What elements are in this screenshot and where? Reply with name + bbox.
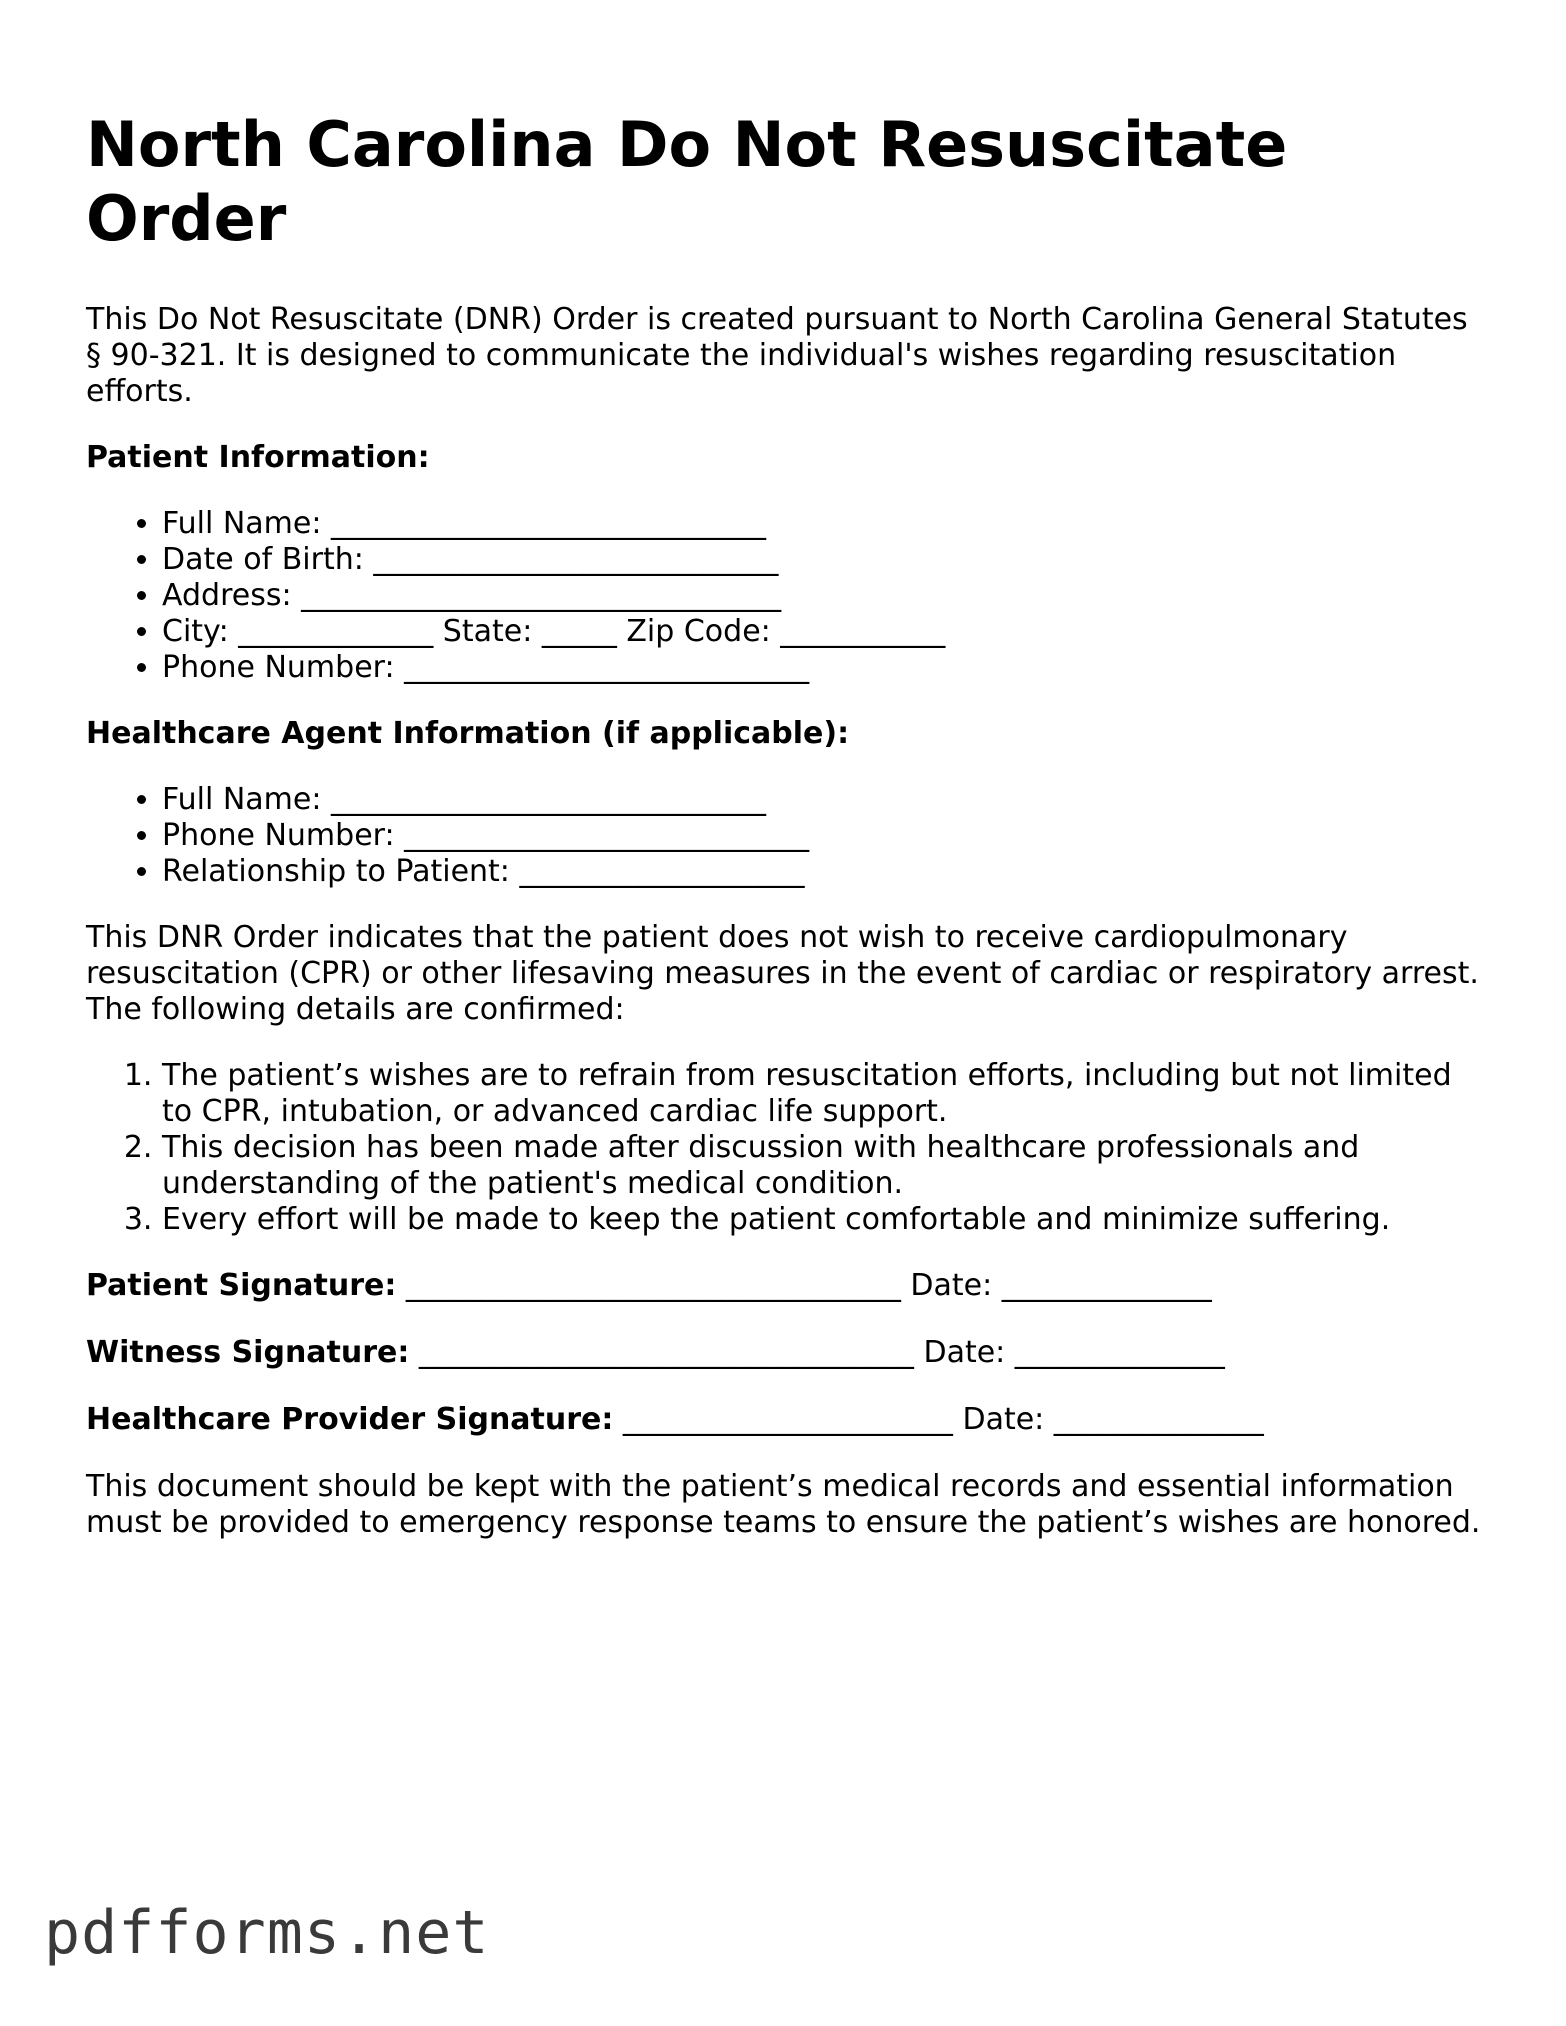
patient-address-field: • Address: ________________________________ (162, 578, 1486, 614)
document-page (86, 108, 1486, 1571)
provider-signature-line (86, 1402, 1486, 1438)
agent-relationship-field: • Relationship to Patient: ___________________ (162, 854, 1486, 890)
patient-phone-field: • Phone Number: ___________________________ (162, 650, 1486, 686)
watermark-logo: pdfforms.net (44, 1898, 490, 1968)
witness-signature-line (86, 1335, 1486, 1371)
patient-signature-label: Patient Signature: (86, 1268, 397, 1303)
patient-dob-field: • Date of Birth: ___________________________ (162, 542, 1486, 578)
agent-info-heading: Healthcare Agent Information (if applicable): (86, 716, 850, 751)
agent-phone-field: • Phone Number: ___________________________ (162, 818, 1486, 854)
provider-signature-label: Healthcare Provider Signature: (86, 1402, 614, 1437)
confirmation-item: 1. The patient’s wishes are to refrain from resuscitation efforts, including but not limited to CPR, intubation, or advanced cardiac life support. (162, 1058, 1486, 1130)
statement-paragraph: This DNR Order indicates that the patient does not wish to receive cardiopulmonary resuscitation (CPR) or other lifesaving measures in the event of cardiac or respiratory arrest. The following details are confirmed: (86, 920, 1479, 1027)
document-title: North Carolina Do Not Resuscitate Order (86, 108, 1288, 255)
patient-info-heading: Patient Information: (86, 440, 430, 475)
witness-signature-label: Witness Signature: (86, 1335, 410, 1370)
patient-signature-blank: _________________________________ Date: ______________ (396, 1268, 1212, 1303)
confirmation-item: 3. Every effort will be made to keep the patient comfortable and minimize suffering. (162, 1202, 1486, 1238)
intro-paragraph: This Do Not Resuscitate (DNR) Order is created pursuant to North Carolina General Statutes § 90-321. It is designed to communicate the individual's wishes regarding resuscitation efforts. (86, 302, 1468, 409)
closing-paragraph: This document should be kept with the patient’s medical records and essential information must be provided to emergency response teams to ensure the patient’s wishes are honored. (86, 1469, 1481, 1540)
confirmations-list (86, 1058, 1486, 1238)
patient-signature-line (86, 1268, 1486, 1304)
confirmation-item: 2. This decision has been made after discussion with healthcare professionals and understanding of the patient's medical condition. (162, 1130, 1486, 1202)
witness-signature-blank: _________________________________ Date: ______________ (409, 1335, 1225, 1370)
provider-signature-blank: ______________________ Date: ______________ (613, 1402, 1264, 1437)
agent-full-name-field: • Full Name: _____________________________ (162, 782, 1486, 818)
agent-info-list (86, 782, 1486, 890)
patient-full-name-field: • Full Name: _____________________________ (162, 506, 1486, 542)
patient-city-state-zip-field: • City: _____________ State: _____ Zip Code: ___________ (162, 614, 1486, 650)
patient-info-list (86, 506, 1486, 686)
